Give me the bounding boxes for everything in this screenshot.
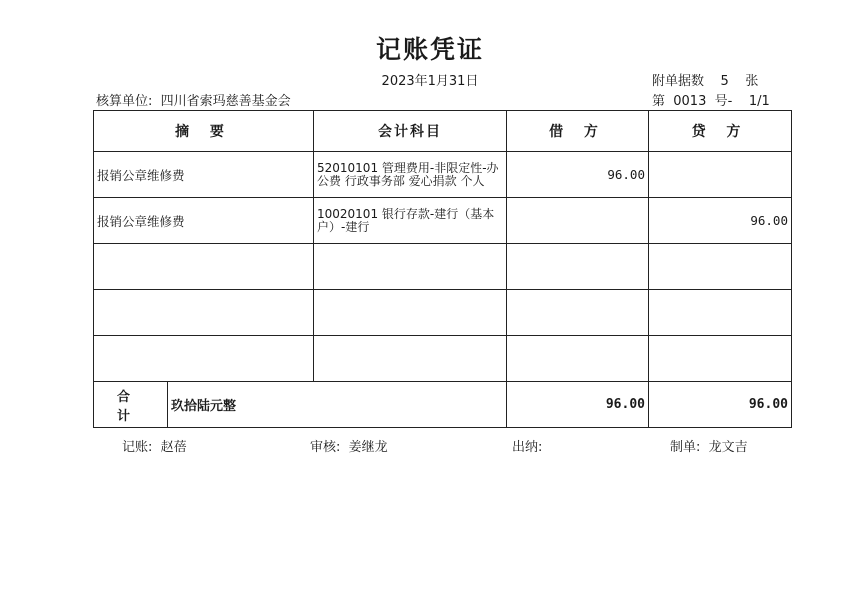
empty-cell bbox=[507, 336, 649, 382]
voucher-date: 2023年1月31日 bbox=[381, 74, 479, 89]
entry-debit: 96.00 bbox=[507, 152, 649, 198]
accounting-unit-label: 核算单位: bbox=[96, 94, 153, 109]
column-credit: 贷 方 bbox=[649, 111, 792, 152]
column-debit: 借 方 bbox=[507, 111, 649, 152]
empty-cell bbox=[507, 290, 649, 336]
reviewer-signoff: 审核: 姜继龙 bbox=[310, 440, 388, 455]
empty-cell bbox=[314, 290, 507, 336]
entry-summary: 报销公章维修费 bbox=[94, 198, 314, 244]
entry-credit bbox=[649, 152, 792, 198]
table-row bbox=[94, 198, 792, 244]
total-credit: 96.00 bbox=[649, 382, 792, 428]
cashier-signoff: 出纳: bbox=[512, 440, 543, 455]
voucher-number: 第 0013 号- 1/1 bbox=[652, 94, 770, 109]
preparer-signoff: 制单: 龙文吉 bbox=[670, 440, 748, 455]
entry-debit bbox=[507, 198, 649, 244]
empty-cell bbox=[94, 290, 314, 336]
voucher-table bbox=[93, 110, 792, 428]
total-label: 合 计 bbox=[94, 382, 168, 428]
empty-cell bbox=[649, 290, 792, 336]
header-row bbox=[94, 111, 792, 152]
entry-credit: 96.00 bbox=[649, 198, 792, 244]
bookkeeper-signoff: 记账: 赵蓓 bbox=[122, 440, 187, 455]
entry-summary: 报销公章维修费 bbox=[94, 152, 314, 198]
empty-cell bbox=[94, 244, 314, 290]
empty-cell bbox=[649, 336, 792, 382]
total-debit: 96.00 bbox=[507, 382, 649, 428]
empty-row bbox=[94, 336, 792, 382]
voucher-title: 记账凭证 bbox=[375, 35, 484, 64]
total-row bbox=[94, 382, 792, 428]
empty-cell bbox=[94, 336, 314, 382]
empty-cell bbox=[507, 244, 649, 290]
empty-cell bbox=[649, 244, 792, 290]
accounting-unit-name: 四川省索玛慈善基金会 bbox=[160, 94, 291, 109]
table-row bbox=[94, 152, 792, 198]
empty-row bbox=[94, 244, 792, 290]
entry-account: 10020101 银行存款-建行（基本户）-建行 bbox=[314, 198, 507, 244]
empty-cell bbox=[314, 336, 507, 382]
total-amount-words: 玖拾陆元整 bbox=[168, 382, 507, 428]
empty-cell bbox=[314, 244, 507, 290]
column-account: 会计科目 bbox=[314, 111, 507, 152]
accounting-unit bbox=[96, 90, 291, 109]
attachment-count: 附单据数 5 张 bbox=[652, 74, 759, 89]
entry-account: 52010101 管理费用-非限定性-办公费 行政事务部 爱心捐款 个人 bbox=[314, 152, 507, 198]
empty-row bbox=[94, 290, 792, 336]
column-summary: 摘 要 bbox=[94, 111, 314, 152]
